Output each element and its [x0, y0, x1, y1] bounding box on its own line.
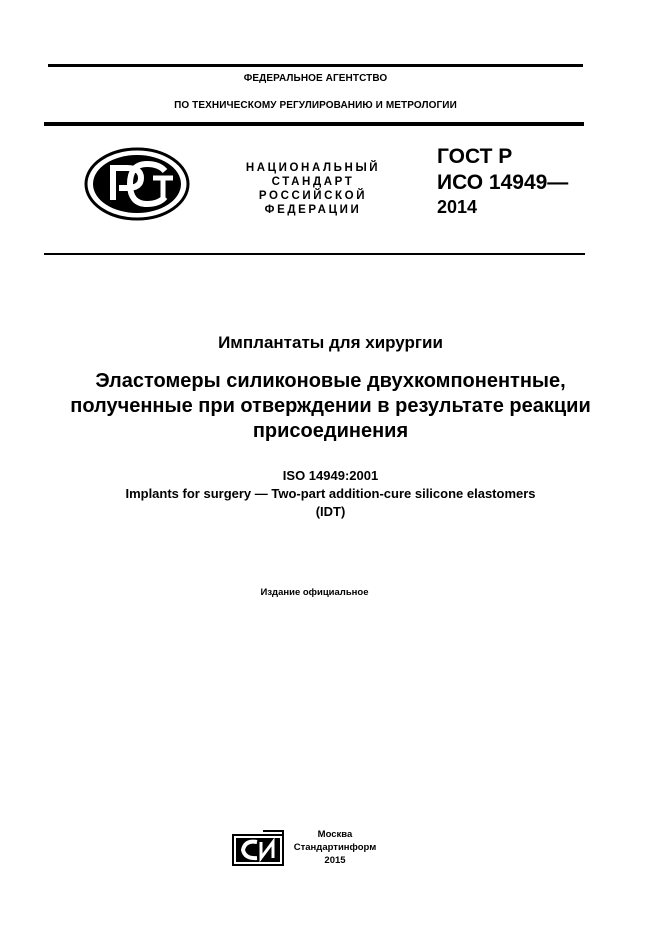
national-standard-line-3: РОССИЙСКОЙ [258, 190, 368, 202]
designation-line-2: ИСО 14949— [437, 171, 569, 194]
edition-label: Издание официальное [260, 587, 369, 598]
rst-certification-mark-icon [83, 146, 191, 222]
national-standard-line-2: СТАНДАРТ [271, 176, 355, 188]
mid-rule [44, 253, 585, 255]
publisher-city: Москва [317, 829, 353, 840]
publisher-name: Стандартинформ [293, 842, 377, 853]
group-title: Имплантаты для хирургии [218, 333, 443, 352]
agency-line-2: ПО ТЕХНИЧЕСКОМУ РЕГУЛИРОВАНИЮ И МЕТРОЛОГИИ [174, 100, 457, 111]
national-standard-label [228, 161, 398, 217]
designation-line-1: ГОСТ Р [437, 145, 513, 168]
agency-line-1: ФЕДЕРАЛЬНОЕ АГЕНТСТВО [243, 73, 388, 84]
main-title: Эластомеры силиконовые двухкомпонентные, полученные при отверждении в результате реакции присоединения [70, 370, 591, 442]
iso-reference [40, 467, 621, 521]
header-rule [44, 122, 584, 126]
national-standard-line-1: НАЦИОНАЛЬНЫЙ [245, 162, 381, 174]
national-standard-line-4: ФЕДЕРАЦИИ [264, 204, 362, 216]
iso-number: ISO 14949:2001 [282, 468, 379, 483]
standartinform-logo-icon [231, 829, 285, 867]
publisher-block [285, 828, 385, 867]
top-rule [48, 64, 583, 67]
standard-designation [437, 144, 568, 218]
designation-year: 2014 [437, 197, 478, 217]
iso-identity: (IDT) [315, 504, 346, 519]
iso-english-title: Implants for surgery — Two-part addition-cure silicone elastomers [125, 486, 536, 501]
publisher-year: 2015 [324, 855, 346, 866]
